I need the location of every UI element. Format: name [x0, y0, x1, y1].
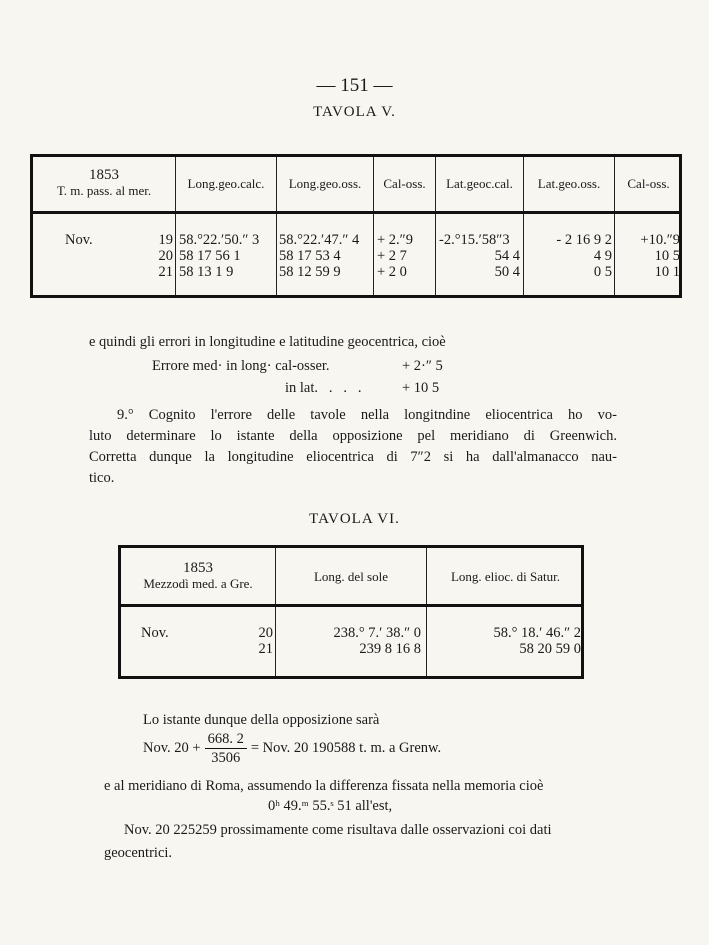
text-line: 9.° Cognito l'errore delle tavole nella longitndine eliocentrica ho vo-: [117, 407, 617, 423]
text-line: e quindi gli errori in longitudine e latitudine geocentrica, cioè: [89, 334, 446, 350]
header-lat-calc: Lat.geoc.cal.: [446, 175, 513, 191]
table-cell: 238.° 7.′ 38.″ 0: [333, 625, 421, 641]
header-cal-oss: Cal-oss.: [383, 175, 426, 191]
table-cell: + 2.″9: [377, 232, 413, 248]
table-cell: 58.°22.′50.″ 3: [179, 232, 260, 248]
header-long-sole: Long. del sole: [313, 568, 388, 584]
fraction-denominator: 3506: [211, 750, 241, 766]
header-date: 1853 Mezzodì med. a Gre.: [143, 560, 253, 591]
header-cal-oss-2: Cal-oss.: [627, 175, 670, 191]
month-label: Nov.: [141, 625, 169, 641]
table-cell: 50 4: [494, 264, 520, 280]
tavola-v-title: TAVOLA V.: [313, 104, 396, 120]
table-row-day: 19: [158, 232, 173, 248]
header-long-satur: Long. elioc. di Satur.: [450, 568, 561, 584]
table-cell: 0 5: [593, 264, 612, 280]
header-long-calc: Long.geo.calc.: [187, 175, 265, 191]
inlat-label: in lat. . . .: [285, 380, 362, 396]
tavola-vi-title: TAVOLA VI.: [309, 511, 400, 527]
table-cell: +10.″9: [640, 232, 680, 248]
table-row-day: 20: [258, 625, 273, 641]
tavola-vi-table: [118, 545, 584, 679]
table-cell: + 2 7: [377, 248, 407, 264]
text-line: tico.: [89, 470, 115, 486]
equation: [143, 730, 441, 767]
table-cell: 58 13 1 9: [179, 264, 234, 280]
table-row-day: 20: [158, 248, 173, 264]
table-cell: 54 4: [494, 248, 520, 264]
table-cell: 58 12 59 9: [279, 264, 341, 280]
text-line: Corretta dunque la longitudine eliocentrica di 7″2 si ha dall'almanacco nau-: [89, 449, 617, 465]
equation-left: Nov. 20 +: [143, 740, 201, 756]
text-line: Lo istante dunque della opposizione sarà: [143, 712, 380, 728]
inlat-value: + 10 5: [402, 380, 440, 396]
paragraph-9: [89, 405, 617, 489]
text-line: luto determinare lo istante della opposizione pel meridiano di Greenwich.: [89, 428, 617, 444]
errore-label: Errore med· in long· cal-osser.: [152, 358, 330, 374]
errore-value: + 2·″ 5: [402, 358, 443, 374]
text-line: e al meridiano di Roma, assumendo la differenza fissata nella memoria cioè: [104, 778, 544, 794]
table-row-day: 21: [258, 641, 273, 657]
table-cell: 239 8 16 8: [359, 641, 421, 657]
equation-right: = Nov. 20 190588 t. m. a Grenw.: [250, 740, 442, 756]
text-line: geocentrici.: [104, 845, 173, 861]
fraction: [205, 730, 247, 767]
table-cell: 58 17 56 1: [179, 248, 241, 264]
table-cell: 58 20 59 0: [519, 641, 581, 657]
header-long-oss: Long.geo.oss.: [288, 175, 362, 191]
text-line: Nov. 20 225259 prossimamente come risultava dalle osservazioni coi dati: [124, 822, 552, 838]
table-cell: + 2 0: [377, 264, 407, 280]
table-cell: -2.°15.′58″3: [439, 232, 510, 248]
table-cell: 10 1: [654, 264, 680, 280]
table-cell: 4 9: [593, 248, 612, 264]
fraction-numerator: 668. 2: [205, 730, 247, 749]
header-lat-oss: Lat.geo.oss.: [537, 175, 601, 191]
header-date: 1853 T. m. pass. al mer.: [56, 167, 152, 198]
table-cell: - 2 16 9 2: [556, 232, 612, 248]
month-label: Nov.: [65, 232, 93, 248]
table-cell: 58.° 18.′ 46.″ 2: [493, 625, 581, 641]
table-row-day: 21: [158, 264, 173, 280]
time-difference: 0ʰ 49.ᵐ 55.ˢ 51 all'est,: [268, 798, 393, 814]
table-cell: 10 5: [654, 248, 680, 264]
table-cell: 58 17 53 4: [279, 248, 341, 264]
table-cell: 58.°22.′47.″ 4: [279, 232, 360, 248]
page-number: — 151 —: [316, 75, 393, 96]
tavola-v-table: [30, 154, 682, 298]
